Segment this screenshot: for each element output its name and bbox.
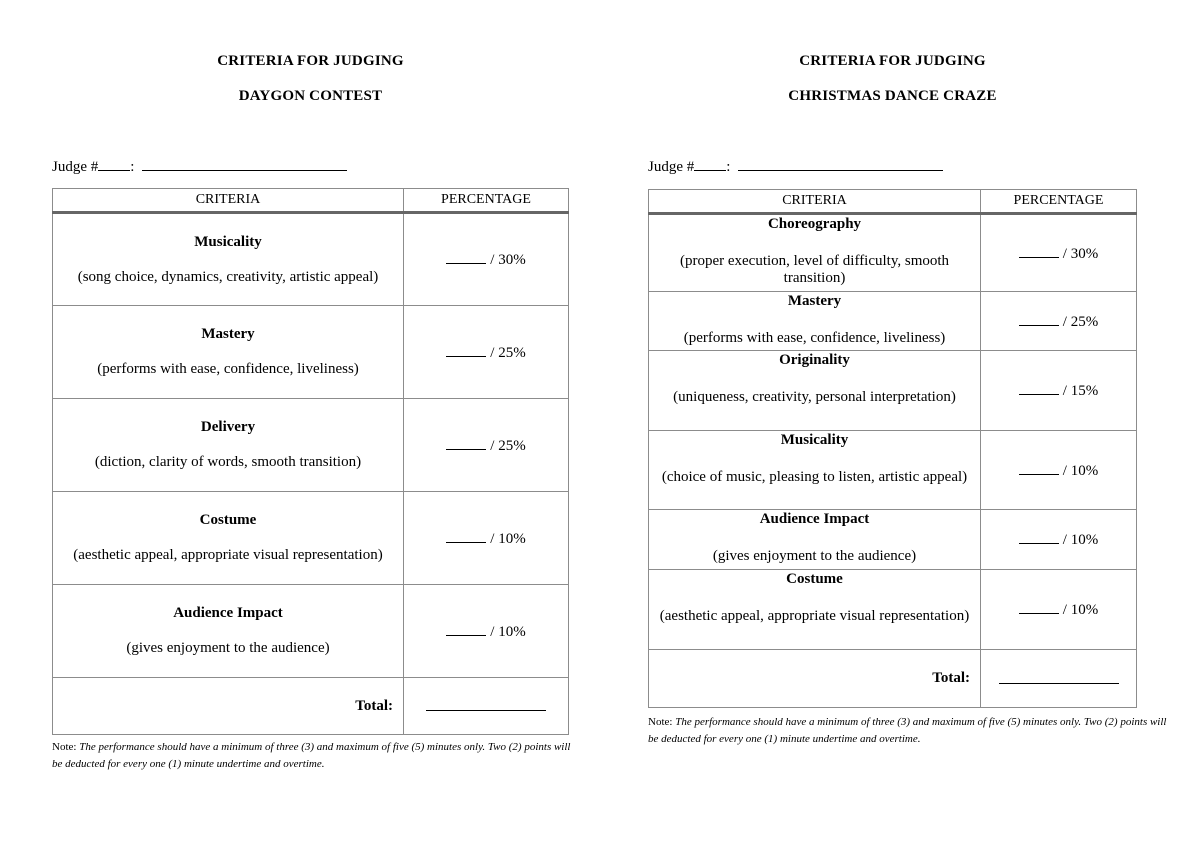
score-cell	[981, 292, 1137, 351]
score-blank[interactable]	[1019, 600, 1059, 614]
note	[52, 739, 572, 773]
judge-number-blank[interactable]	[98, 156, 130, 171]
total-row	[649, 650, 1137, 708]
max-percentage: / 30%	[490, 252, 526, 268]
header-criteria: CRITERIA	[649, 190, 981, 214]
criteria-name: Audience Impact	[173, 605, 283, 621]
score-cell	[404, 492, 569, 585]
criteria-description: (song choice, dynamics, creativity, artistic appeal)	[77, 268, 379, 285]
note	[648, 714, 1168, 748]
criteria-row	[53, 492, 569, 585]
score-blank[interactable]	[446, 622, 486, 636]
total-cell	[404, 678, 569, 735]
criteria-description: (performs with ease, confidence, liveliness)	[97, 361, 359, 377]
score-cell	[981, 431, 1137, 510]
criteria-name: Costume	[786, 571, 843, 587]
note-text: The performance should have a minimum of three (3) and maximum of five (5) minutes only. Two (2) points will be deducted for every one (1) minute undertime and overtime.	[648, 716, 1167, 745]
score-cell	[981, 214, 1137, 292]
max-percentage: / 10%	[1062, 462, 1099, 479]
max-percentage: / 15%	[1062, 383, 1099, 399]
contest-name: DAYGON CONTEST	[238, 88, 383, 104]
criteria-row	[649, 570, 1137, 650]
criteria-description: (gives enjoyment to the audience)	[712, 548, 917, 564]
judge-name-blank[interactable]	[142, 156, 347, 171]
sheet-title: CRITERIA FOR JUDGING	[799, 53, 986, 69]
criteria-table	[648, 189, 1137, 708]
criteria-name: Musicality	[780, 432, 849, 448]
table-header	[53, 189, 569, 213]
total-row	[53, 678, 569, 735]
judge-number-blank[interactable]	[694, 156, 726, 171]
criteria-description: (aesthetic appeal, appropriate visual representation)	[73, 547, 383, 563]
score-cell	[404, 399, 569, 492]
score-cell	[981, 351, 1137, 431]
criteria-row	[649, 510, 1137, 570]
total-label: Total:	[649, 650, 981, 708]
max-percentage: / 10%	[490, 623, 526, 640]
criteria-name: Originality	[779, 352, 850, 368]
criteria-row	[649, 214, 1137, 292]
score-blank[interactable]	[446, 250, 486, 264]
score-blank[interactable]	[446, 343, 486, 357]
header-criteria: CRITERIA	[53, 189, 404, 213]
max-percentage: / 10%	[1062, 532, 1099, 548]
header-percentage: PERCENTAGE	[981, 190, 1137, 214]
max-percentage: / 10%	[490, 530, 526, 547]
criteria-description: (diction, clarity of words, smooth transition)	[94, 454, 362, 470]
criteria-row	[53, 399, 569, 492]
criteria-description: (choice of music, pleasing to listen, artistic appeal)	[661, 469, 968, 485]
score-blank[interactable]	[1019, 244, 1059, 258]
max-percentage: / 25%	[1062, 313, 1099, 330]
score-blank[interactable]	[1019, 530, 1059, 544]
judge-field	[648, 156, 943, 176]
criteria-name: Mastery	[201, 326, 255, 342]
criteria-row	[649, 292, 1137, 351]
max-percentage: / 25%	[490, 344, 526, 361]
header-percentage: PERCENTAGE	[404, 189, 569, 213]
criteria-name: Musicality	[194, 233, 262, 250]
criteria-row	[53, 213, 569, 306]
judge-name-blank[interactable]	[738, 156, 943, 171]
score-cell	[981, 570, 1137, 650]
criteria-description: (uniqueness, creativity, personal interpretation)	[673, 389, 956, 405]
criteria-name: Choreography	[767, 216, 862, 232]
max-percentage: / 10%	[1062, 602, 1099, 618]
table-header	[649, 190, 1137, 214]
total-cell	[981, 650, 1137, 708]
score-cell	[404, 306, 569, 399]
judge-label: Judge #	[648, 159, 695, 175]
note-prefix: Note:	[648, 716, 676, 728]
judge-separator: :	[726, 159, 731, 175]
judge-field	[52, 156, 347, 176]
criteria-name: Delivery	[200, 419, 256, 435]
sheet-title: CRITERIA FOR JUDGING	[217, 53, 404, 69]
note-text: The performance should have a minimum of three (3) and maximum of five (5) minutes only. Two (2) points will be deducted for every one (1) minute undertime and overtime.	[52, 741, 571, 770]
note-prefix: Note:	[52, 741, 80, 753]
score-cell	[404, 585, 569, 678]
total-blank[interactable]	[426, 696, 546, 711]
score-blank[interactable]	[1019, 312, 1059, 326]
criteria-description: (performs with ease, confidence, liveliness)	[683, 330, 946, 346]
criteria-name: Audience Impact	[759, 511, 870, 527]
score-blank[interactable]	[446, 436, 486, 450]
max-percentage: / 25%	[490, 437, 526, 454]
criteria-name: Mastery	[787, 293, 842, 309]
score-blank[interactable]	[1019, 461, 1059, 475]
criteria-description: (gives enjoyment to the audience)	[126, 640, 330, 656]
score-cell	[404, 213, 569, 306]
criteria-description: (proper execution, level of difficulty, smooth transition)	[679, 253, 950, 286]
criteria-row	[53, 306, 569, 399]
score-cell	[981, 510, 1137, 570]
criteria-row	[53, 585, 569, 678]
criteria-row	[649, 351, 1137, 431]
total-blank[interactable]	[999, 669, 1119, 684]
score-blank[interactable]	[446, 529, 486, 543]
criteria-table	[52, 188, 569, 735]
contest-name: CHRISTMAS DANCE CRAZE	[788, 88, 997, 104]
score-blank[interactable]	[1019, 381, 1059, 395]
max-percentage: / 30%	[1062, 245, 1099, 262]
criteria-name: Costume	[199, 512, 257, 528]
criteria-description: (aesthetic appeal, appropriate visual representation)	[659, 608, 970, 624]
criteria-row	[649, 431, 1137, 510]
total-label: Total:	[53, 678, 404, 735]
judge-label: Judge #	[52, 159, 99, 175]
judge-separator: :	[130, 159, 135, 175]
